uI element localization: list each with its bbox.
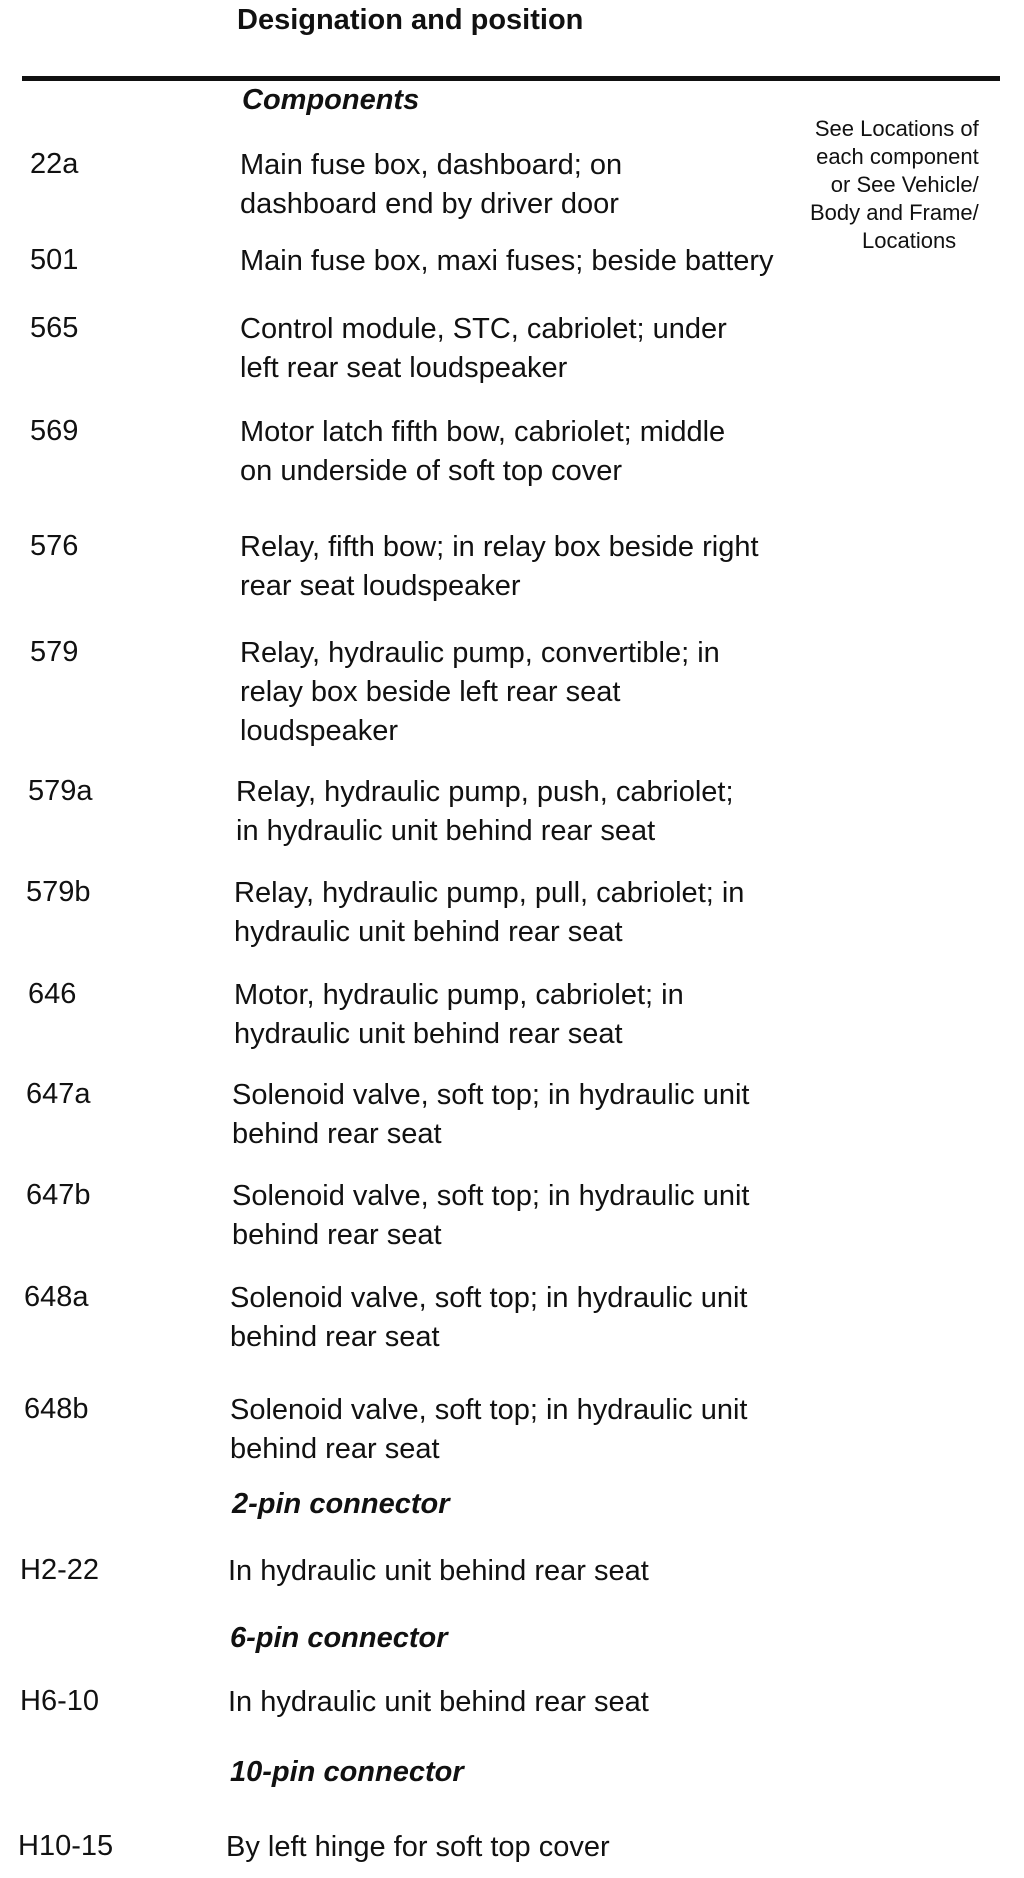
section-heading-2-pin: 2-pin connector: [232, 1488, 450, 1520]
component-description: Relay, hydraulic pump, push, cabriolet; in hydraulic unit behind rear seat: [236, 776, 734, 847]
page-title: Designation and position: [237, 4, 584, 36]
connector-code: H10-15: [18, 1830, 114, 1862]
component-description: Control module, STC, cabriolet; under left rear seat loudspeaker: [240, 313, 727, 384]
note-line: Locations: [862, 228, 957, 253]
component-description: Motor latch fifth bow, cabriolet; middle on underside of soft top cover: [240, 416, 726, 487]
section-heading-6-pin: 6-pin connector: [230, 1622, 448, 1654]
component-description: Solenoid valve, soft top; in hydraulic unit behind rear seat: [230, 1394, 748, 1465]
note-line: See Locations of: [814, 116, 979, 141]
locations-note: [810, 115, 979, 255]
component-description: Solenoid valve, soft top; in hydraulic unit behind rear seat: [230, 1282, 748, 1353]
component-code: 22a: [30, 148, 79, 180]
note-line: Body and Frame/: [810, 200, 979, 225]
component-code: 565: [30, 312, 79, 344]
connector-description: In hydraulic unit behind rear seat: [228, 1555, 649, 1587]
component-code: 579a: [28, 775, 93, 807]
component-code: 576: [30, 530, 79, 562]
component-description: Relay, hydraulic pump, convertible; in relay box beside left rear seat loudspeaker: [240, 637, 720, 747]
component-code: 579: [30, 636, 79, 668]
note-line: or See Vehicle/: [830, 172, 979, 197]
component-code: 648b: [24, 1393, 89, 1425]
component-description: Main fuse box, maxi fuses; beside battery: [240, 245, 774, 277]
note-line: each component: [816, 144, 979, 169]
component-code: 648a: [24, 1281, 89, 1313]
component-code: 647a: [26, 1078, 91, 1110]
component-description: Main fuse box, dashboard; on dashboard end by driver door: [240, 149, 623, 220]
component-description: Motor, hydraulic pump, cabriolet; in hydraulic unit behind rear seat: [234, 979, 684, 1050]
section-heading-10-pin: 10-pin connector: [230, 1756, 464, 1788]
component-code: 501: [30, 244, 79, 276]
component-description: Relay, hydraulic pump, pull, cabriolet; in hydraulic unit behind rear seat: [234, 877, 745, 948]
section-heading-components: Components: [242, 84, 420, 116]
component-description: Relay, fifth bow; in relay box beside right rear seat loudspeaker: [240, 531, 759, 602]
connector-description: In hydraulic unit behind rear seat: [228, 1686, 649, 1718]
connector-code: H2-22: [20, 1554, 99, 1586]
header-rule: [22, 76, 1000, 81]
component-code: 569: [30, 415, 79, 447]
component-code: 646: [28, 978, 77, 1010]
connector-code: H6-10: [20, 1685, 99, 1717]
component-code: 579b: [26, 876, 91, 908]
component-code: 647b: [26, 1179, 91, 1211]
component-description: Solenoid valve, soft top; in hydraulic unit behind rear seat: [232, 1180, 750, 1251]
component-description: Solenoid valve, soft top; in hydraulic unit behind rear seat: [232, 1079, 750, 1150]
connector-description: By left hinge for soft top cover: [226, 1831, 610, 1863]
